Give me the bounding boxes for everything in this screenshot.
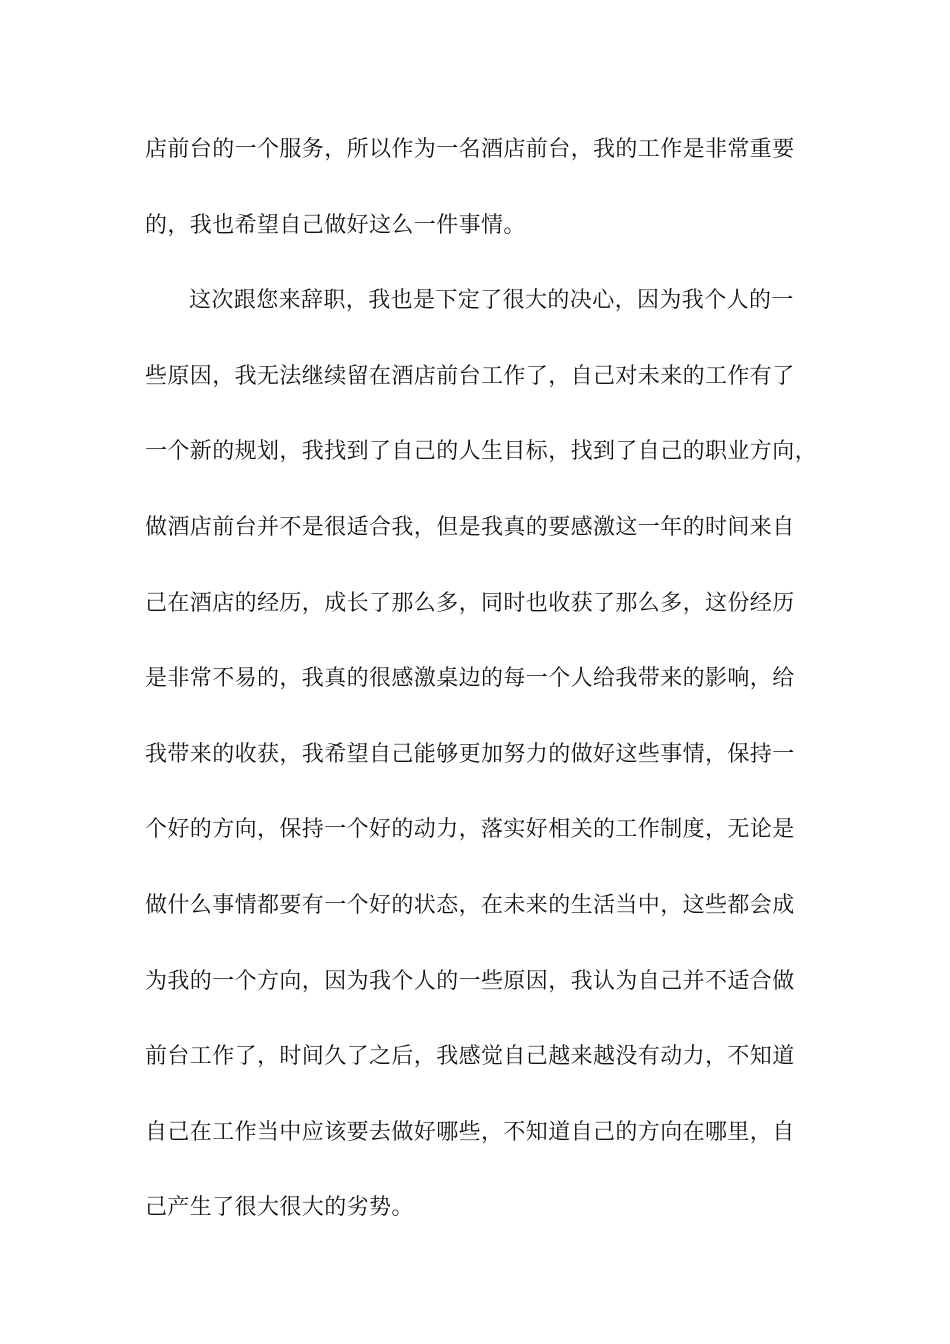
text-line: 我带来的收获，我希望自己能够更加努力的做好这些事情，保持一 (145, 741, 795, 767)
text-line: 为我的一个方向，因为我个人的一些原因，我认为自己并不适合做 (145, 968, 795, 994)
text-line: 是非常不易的，我真的很感激桌边的每一个人给我带来的影响，给 (145, 666, 795, 692)
text-line: 些原因，我无法继续留在酒店前台工作了，自己对未来的工作有了 (145, 363, 795, 389)
text-line: 个好的方向，保持一个好的动力，落实好相关的工作制度，无论是 (145, 817, 795, 843)
text-line: 店前台的一个服务，所以作为一名酒店前台，我的工作是非常重要 (145, 137, 795, 162)
text-line: 己产生了很大很大的劣势。 (145, 1195, 414, 1221)
text-line: 的，我也希望自己做好这么一件事情。 (145, 212, 526, 238)
text-line: 做酒店前台并不是很适合我，但是我真的要感激这一年的时间来自 (145, 514, 795, 540)
text-line: 一个新的规划，我找到了自己的人生目标，找到了自己的职业方向， (145, 439, 818, 465)
paragraph-start-line: 这次跟您来辞职，我也是下定了很大的决心，因为我个人的一 (189, 288, 794, 314)
text-line: 前台工作了，时间久了之后，我感觉自己越来越没有动力，不知道 (145, 1044, 795, 1070)
text-line: 自己在工作当中应该要去做好哪些，不知道自己的方向在哪里，自 (145, 1119, 795, 1145)
text-line: 己在酒店的经历，成长了那么多，同时也收获了那么多，这份经历 (145, 590, 795, 616)
body-text (145, 128, 825, 1262)
text-line: 做什么事情都要有一个好的状态，在未来的生活当中，这些都会成 (145, 892, 795, 918)
